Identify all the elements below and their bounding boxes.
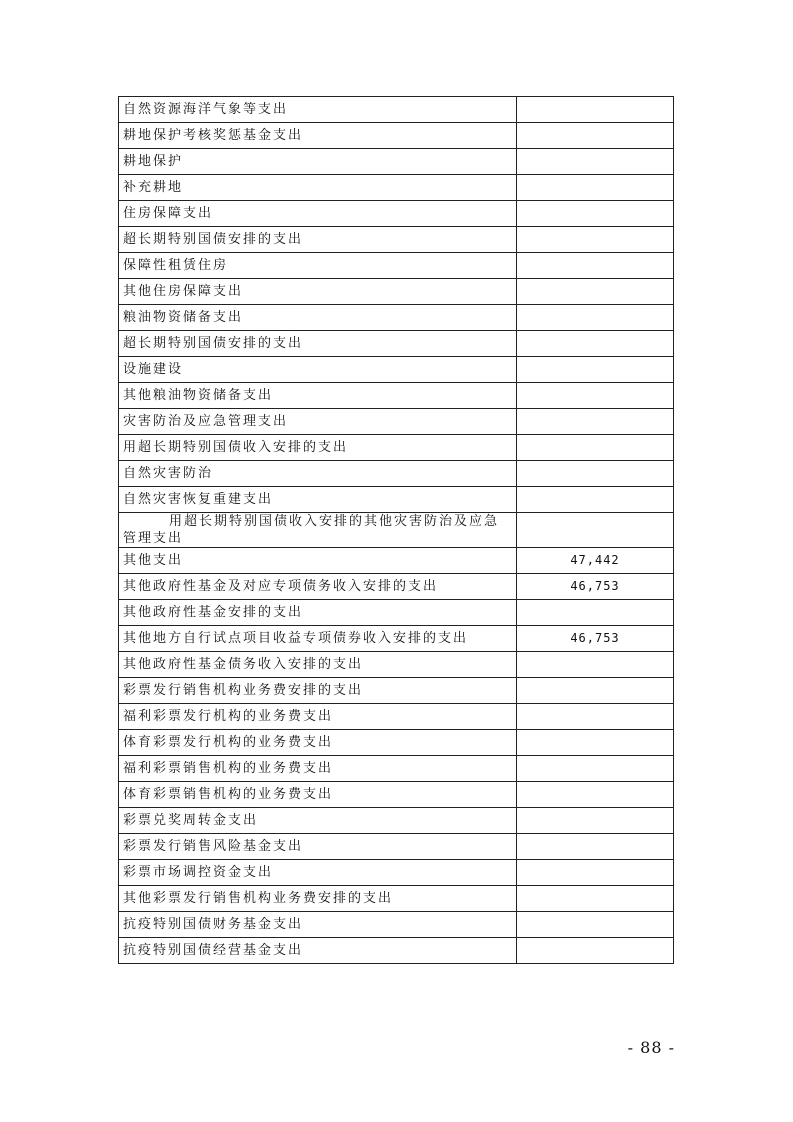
table-row xyxy=(119,331,674,357)
amount-cell xyxy=(517,860,674,886)
table-row xyxy=(119,279,674,305)
amount-cell xyxy=(517,201,674,227)
table-row xyxy=(119,678,674,704)
item-name-cell: 其他地方自行试点项目收益专项债券收入安排的支出 xyxy=(119,626,517,652)
table-row xyxy=(119,756,674,782)
amount-cell xyxy=(517,253,674,279)
expenditure-table xyxy=(118,96,674,964)
table-row xyxy=(119,383,674,409)
item-name-cell: 自然资源海洋气象等支出 xyxy=(119,97,517,123)
table-row xyxy=(119,175,674,201)
item-name-cell: 抗疫特别国债财务基金支出 xyxy=(119,912,517,938)
amount-cell xyxy=(517,600,674,626)
item-name-cell: 耕地保护考核奖惩基金支出 xyxy=(119,123,517,149)
item-name-cell: 设施建设 xyxy=(119,357,517,383)
amount-cell xyxy=(517,513,674,548)
table-row xyxy=(119,97,674,123)
table-row xyxy=(119,548,674,574)
item-name-cell: 超长期特别国债安排的支出 xyxy=(119,331,517,357)
item-name-cell: 其他粮油物资储备支出 xyxy=(119,383,517,409)
amount-cell xyxy=(517,808,674,834)
item-name-cell: 超长期特别国债安排的支出 xyxy=(119,227,517,253)
item-name-cell: 其他住房保障支出 xyxy=(119,279,517,305)
item-name-cell: 彩票发行销售机构业务费安排的支出 xyxy=(119,678,517,704)
amount-cell xyxy=(517,279,674,305)
item-name-cell: 福利彩票发行机构的业务费支出 xyxy=(119,704,517,730)
item-name-cell: 体育彩票销售机构的业务费支出 xyxy=(119,782,517,808)
amount-cell xyxy=(517,912,674,938)
table-row xyxy=(119,782,674,808)
amount-cell xyxy=(517,331,674,357)
item-name-cell: 自然灾害防治 xyxy=(119,461,517,487)
table-row xyxy=(119,808,674,834)
amount-cell xyxy=(517,938,674,964)
amount-cell xyxy=(517,834,674,860)
table-row xyxy=(119,435,674,461)
item-name-cell: 其他政府性基金安排的支出 xyxy=(119,600,517,626)
table-row xyxy=(119,513,674,548)
table-row xyxy=(119,704,674,730)
item-name-cell: 其他支出 xyxy=(119,548,517,574)
table-row xyxy=(119,574,674,600)
item-name-cell: 彩票市场调控资金支出 xyxy=(119,860,517,886)
amount-cell xyxy=(517,97,674,123)
item-name-cell: 彩票兑奖周转金支出 xyxy=(119,808,517,834)
table-row xyxy=(119,860,674,886)
table-row xyxy=(119,487,674,513)
item-name-cell: 补充耕地 xyxy=(119,175,517,201)
table-row xyxy=(119,730,674,756)
table-row xyxy=(119,253,674,279)
amount-cell xyxy=(517,652,674,678)
amount-cell xyxy=(517,487,674,513)
table-row xyxy=(119,834,674,860)
item-name-cell: 住房保障支出 xyxy=(119,201,517,227)
amount-cell xyxy=(517,149,674,175)
page-number: - 88 - xyxy=(627,1038,675,1057)
amount-cell xyxy=(517,305,674,331)
amount-cell xyxy=(517,730,674,756)
amount-cell xyxy=(517,756,674,782)
amount-cell: 46,753 xyxy=(517,626,674,652)
item-name-cell: 灾害防治及应急管理支出 xyxy=(119,409,517,435)
amount-cell xyxy=(517,227,674,253)
item-name-cell: 福利彩票销售机构的业务费支出 xyxy=(119,756,517,782)
table-row xyxy=(119,305,674,331)
table-row xyxy=(119,357,674,383)
item-name-cell: 用超长期特别国债收入安排的其他灾害防治及应急管理支出 xyxy=(119,513,517,548)
amount-cell xyxy=(517,704,674,730)
table-row xyxy=(119,149,674,175)
item-name-cell: 用超长期特别国债收入安排的支出 xyxy=(119,435,517,461)
table-row xyxy=(119,938,674,964)
table-row xyxy=(119,600,674,626)
table-row xyxy=(119,886,674,912)
table-row xyxy=(119,409,674,435)
amount-cell xyxy=(517,435,674,461)
amount-cell xyxy=(517,383,674,409)
table-row xyxy=(119,227,674,253)
item-name-cell: 保障性租赁住房 xyxy=(119,253,517,279)
amount-cell: 46,753 xyxy=(517,574,674,600)
amount-cell xyxy=(517,175,674,201)
item-name-cell: 粮油物资储备支出 xyxy=(119,305,517,331)
amount-cell xyxy=(517,123,674,149)
item-name-cell: 耕地保护 xyxy=(119,149,517,175)
amount-cell xyxy=(517,357,674,383)
amount-cell xyxy=(517,782,674,808)
item-name-cell: 其他政府性基金债务收入安排的支出 xyxy=(119,652,517,678)
table-row xyxy=(119,912,674,938)
item-name-cell: 其他彩票发行销售机构业务费安排的支出 xyxy=(119,886,517,912)
amount-cell xyxy=(517,678,674,704)
amount-cell xyxy=(517,461,674,487)
item-name-cell: 抗疫特别国债经营基金支出 xyxy=(119,938,517,964)
table-row xyxy=(119,201,674,227)
item-name-cell: 彩票发行销售风险基金支出 xyxy=(119,834,517,860)
item-name-cell: 体育彩票发行机构的业务费支出 xyxy=(119,730,517,756)
amount-cell xyxy=(517,409,674,435)
item-name-cell: 其他政府性基金及对应专项债务收入安排的支出 xyxy=(119,574,517,600)
item-name-cell: 自然灾害恢复重建支出 xyxy=(119,487,517,513)
table-row xyxy=(119,652,674,678)
amount-cell xyxy=(517,886,674,912)
table-row xyxy=(119,123,674,149)
table-row xyxy=(119,461,674,487)
table-row xyxy=(119,626,674,652)
amount-cell: 47,442 xyxy=(517,548,674,574)
table-body xyxy=(119,97,674,964)
